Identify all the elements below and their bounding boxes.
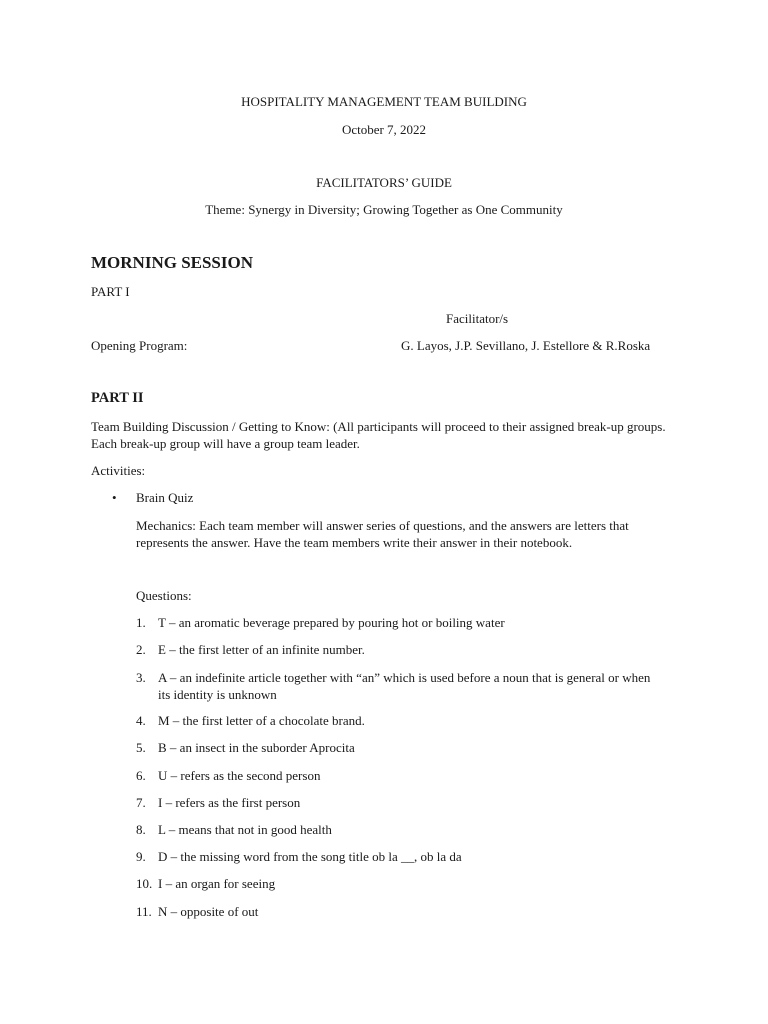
question-text: B – an insect in the suborder Aprocita: [158, 740, 355, 755]
guide-title: FACILITATORS’ GUIDE: [316, 175, 452, 190]
bullet-icon: •: [112, 490, 117, 505]
question-text: U – refers as the second person: [158, 768, 321, 783]
question-number: 2.: [136, 642, 146, 657]
question-number: 1.: [136, 615, 146, 630]
question-text: D – the missing word from the song title ob la __, ob la da: [158, 849, 462, 864]
question-number: 7.: [136, 795, 146, 810]
theme-line: Theme: Synergy in Diversity; Growing Together as One Community: [205, 202, 563, 217]
question-text: L – means that not in good health: [158, 822, 332, 837]
questions-label: Questions:: [136, 588, 192, 603]
question-text: I – an organ for seeing: [158, 876, 276, 891]
activity-name: Brain Quiz: [136, 490, 194, 505]
question-number: 9.: [136, 849, 146, 864]
question-text: E – the first letter of an infinite number.: [158, 642, 365, 657]
document-title: HOSPITALITY MANAGEMENT TEAM BUILDING: [241, 94, 527, 109]
question-number: 3.: [136, 670, 146, 685]
opening-program-label: Opening Program:: [91, 338, 188, 353]
question-number: 8.: [136, 822, 146, 837]
part-two-label: PART II: [91, 390, 144, 406]
question-number: 10.: [136, 876, 153, 891]
question-text: A – an indefinite article together with “an” which is used before a noun that is general or when its identity is unknown: [158, 670, 651, 702]
question-number: 11.: [136, 904, 152, 919]
question-number: 6.: [136, 768, 146, 783]
question-text: T – an aromatic beverage prepared by pouring hot or boiling water: [158, 615, 505, 630]
part-two-description: Team Building Discussion / Getting to Know: (All participants will proceed to their assigned break-up groups. Each break-up group will have a group team leader.: [91, 419, 666, 451]
activity-mechanics: Mechanics: Each team member will answer series of questions, and the answers are letters that represents the answer. Have the team members write their answer in their notebook.: [136, 518, 629, 550]
activities-label: Activities:: [91, 463, 146, 478]
opening-program-facilitators: G. Layos, J.P. Sevillano, J. Estellore & R.Roska: [401, 338, 651, 353]
morning-session-heading: MORNING SESSION: [91, 253, 254, 272]
question-text: M – the first letter of a chocolate brand.: [158, 713, 365, 728]
question-number: 4.: [136, 713, 146, 728]
document-date: October 7, 2022: [341, 122, 427, 137]
question-text: N – opposite of out: [158, 904, 259, 919]
part-one-label: PART I: [91, 284, 130, 299]
question-number: 5.: [136, 740, 146, 755]
facilitator-column-header: Facilitator/s: [446, 311, 509, 326]
question-text: I – refers as the first person: [158, 795, 301, 810]
